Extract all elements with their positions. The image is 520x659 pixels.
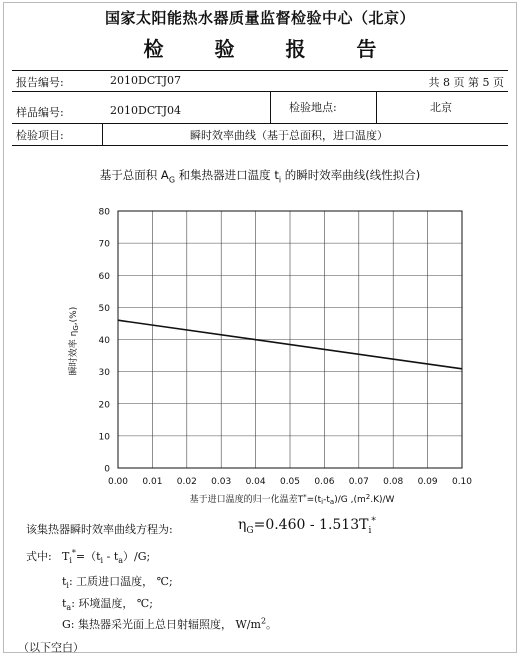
x-tick-label: 0.01	[142, 477, 163, 487]
y-axis-label	[67, 307, 80, 375]
blank-note: （以下空白）	[18, 641, 84, 654]
x-tick-label: 0.08	[383, 477, 404, 487]
report-page	[3, 2, 517, 653]
x-tick-label: 0.10	[451, 477, 473, 487]
y-tick-label: 0	[104, 464, 110, 475]
def-ta: $t_a$: 环境温度， ℃;	[62, 597, 153, 613]
y-tick-label: 60	[98, 271, 110, 282]
test-item-label: 检验项目:	[16, 129, 64, 142]
y-tick-label: 30	[98, 368, 110, 379]
x-tick-label: 0.03	[211, 477, 232, 487]
def-ti: $t_i$: 工质进口温度， ℃;	[62, 575, 173, 591]
defs-label: 式中:	[26, 550, 52, 563]
x-tick-label: 0.00	[107, 477, 129, 487]
report-no-label: 报告编号:	[16, 76, 64, 89]
x-tick-label: 0.04	[245, 477, 266, 487]
y-tick-label: 10	[98, 432, 110, 443]
org-title: 国家太阳能热水器质量监督检验中心（北京）	[104, 9, 415, 27]
report-no-value: 2010DCTJ07	[110, 74, 181, 87]
x-tick-label: 0.09	[417, 477, 438, 487]
x-tick-label: 0.02	[176, 477, 197, 487]
chart-title: 基于总面积 $A_G$ 和集热器进口温度 $t_i$ 的瞬时效率曲线(线性拟合)	[99, 168, 421, 185]
x-axis-label: 基于进口温度的归一化温差$T^*=(t_i-t_a)/G$ $,(m^2.K)/W$	[189, 493, 395, 506]
x-tick-label: 0.05	[279, 477, 301, 487]
y-tick-label: 80	[98, 207, 110, 218]
def-ti-star: $T_i^*=(t_i - t_a)/G$;	[62, 548, 151, 566]
y-tick-label: 20	[98, 400, 110, 411]
x-tick-label: 0.06	[314, 477, 335, 487]
page-count: 共 8 页 第 5 页	[428, 76, 504, 89]
test-item-value: 瞬时效率曲线（基于总面积，进口温度）	[190, 129, 388, 142]
equation-intro: 该集热器瞬时效率曲线方程为:	[26, 523, 173, 536]
equation-formula: $\eta_G=0.460 - 1.513T_i^*$	[238, 516, 376, 536]
location-value: 北京	[430, 101, 452, 114]
svg-text:瞬时效率 ηG,(%): 瞬时效率 $\eta_G,(\%)$	[69, 306, 80, 376]
y-tick-label: 40	[98, 336, 110, 346]
def-g: G: 集热器采光面上总日射辐照度， $W/m^2$。	[62, 616, 278, 631]
location-label: 检验地点:	[289, 101, 337, 114]
sample-no-value: 2010DCTJ04	[110, 104, 181, 117]
y-tick-label: 50	[98, 303, 110, 314]
x-tick-label: 0.07	[348, 477, 369, 487]
report-title: 检 验 报 告	[143, 37, 399, 61]
y-tick-label: 70	[98, 239, 110, 250]
sample-no-label: 样品编号:	[16, 106, 64, 119]
